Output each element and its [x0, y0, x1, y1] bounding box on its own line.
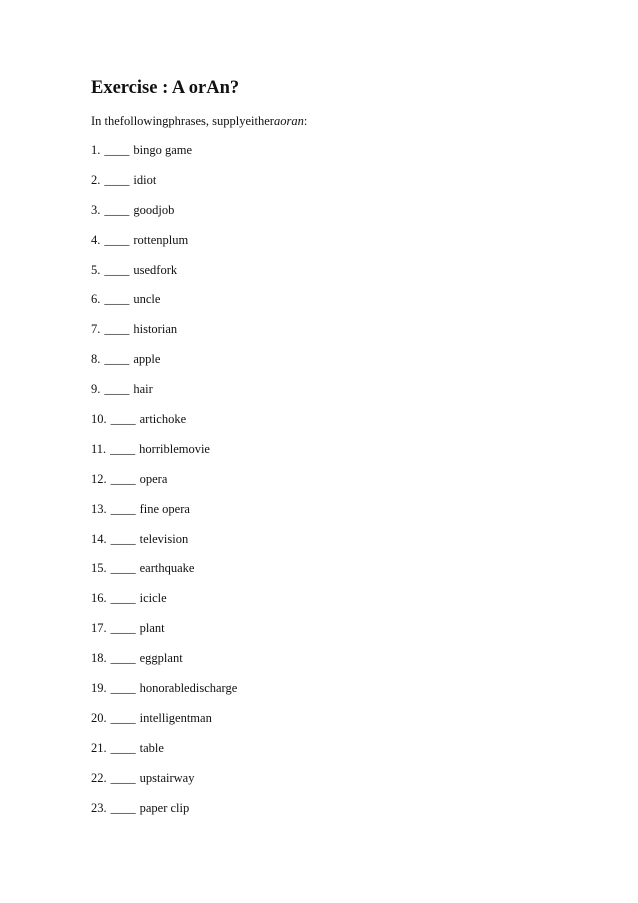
answer-blank[interactable]: ____	[104, 382, 130, 397]
item-number: 8.	[91, 352, 101, 367]
list-item	[91, 351, 237, 381]
answer-blank[interactable]: ____	[110, 412, 136, 427]
item-phrase: paper clip	[139, 800, 190, 815]
answer-blank[interactable]: ____	[104, 322, 130, 337]
item-number: 4.	[91, 232, 101, 247]
item-phrase: intelligentman	[139, 710, 212, 725]
list-item	[91, 531, 237, 561]
answer-blank[interactable]: ____	[110, 591, 136, 606]
item-phrase: usedfork	[133, 262, 178, 277]
instructions-option-an: an	[291, 114, 304, 128]
answer-blank[interactable]: ____	[110, 800, 136, 815]
item-number: 3.	[91, 202, 101, 217]
list-item	[91, 291, 237, 321]
list-item	[91, 501, 237, 531]
item-phrase: bingo game	[133, 143, 193, 157]
list-item	[91, 590, 237, 620]
list-item	[91, 740, 237, 770]
list-item	[91, 441, 237, 471]
item-phrase: goodjob	[133, 202, 175, 217]
instructions-prefix: In thefollowingphrases, supplyeither	[91, 114, 274, 128]
list-item	[91, 800, 237, 830]
answer-blank[interactable]: ____	[110, 681, 136, 696]
list-item	[91, 262, 237, 292]
list-item	[91, 142, 237, 172]
item-number: 14.	[91, 531, 107, 546]
item-phrase: horriblemovie	[139, 441, 210, 456]
answer-blank[interactable]: ____	[104, 232, 130, 247]
item-phrase: uncle	[133, 292, 161, 307]
item-phrase: historian	[133, 322, 178, 337]
item-phrase: idiot	[133, 172, 157, 187]
list-item	[91, 381, 237, 411]
item-number: 23.	[91, 800, 107, 815]
item-phrase: upstairway	[139, 770, 195, 785]
list-item	[91, 560, 237, 590]
item-number: 1.	[91, 143, 101, 157]
item-number: 2.	[91, 172, 101, 187]
item-number: 6.	[91, 292, 101, 307]
item-phrase: hair	[133, 382, 153, 397]
item-number: 13.	[91, 501, 107, 516]
item-phrase: eggplant	[139, 651, 183, 666]
item-phrase: fine opera	[139, 501, 190, 516]
answer-blank[interactable]: ____	[104, 292, 130, 307]
item-number: 17.	[91, 621, 107, 636]
answer-blank[interactable]: ____	[110, 621, 136, 636]
list-item	[91, 232, 237, 262]
answer-blank[interactable]: ____	[110, 441, 136, 456]
answer-blank[interactable]: ____	[110, 471, 136, 486]
list-item	[91, 321, 237, 351]
list-item	[91, 770, 237, 800]
list-item	[91, 650, 237, 680]
answer-blank[interactable]: ____	[110, 531, 136, 546]
answer-blank[interactable]: ____	[104, 352, 130, 367]
answer-blank[interactable]: ____	[110, 561, 136, 576]
item-number: 16.	[91, 591, 107, 606]
item-phrase: icicle	[139, 591, 167, 606]
item-number: 5.	[91, 262, 101, 277]
item-phrase: opera	[139, 471, 168, 486]
answer-blank[interactable]: ____	[110, 740, 136, 755]
item-number: 19.	[91, 681, 107, 696]
answer-blank[interactable]: ____	[104, 172, 130, 187]
item-number: 15.	[91, 561, 107, 576]
item-number: 10.	[91, 412, 107, 427]
item-number: 11.	[91, 441, 107, 456]
item-number: 7.	[91, 322, 101, 337]
answer-blank[interactable]: ____	[104, 202, 130, 217]
item-number: 18.	[91, 651, 107, 666]
instructions	[91, 113, 307, 129]
item-phrase: television	[139, 531, 189, 546]
exercise-list	[91, 142, 237, 829]
list-item	[91, 172, 237, 202]
item-phrase: plant	[139, 621, 165, 636]
instructions-option-a: a	[273, 114, 281, 128]
list-item	[91, 202, 237, 232]
list-item	[91, 680, 237, 710]
item-number: 20.	[91, 710, 107, 725]
answer-blank[interactable]: ____	[104, 262, 130, 277]
list-item	[91, 471, 237, 501]
item-phrase: earthquake	[139, 561, 195, 576]
item-number: 9.	[91, 382, 101, 397]
answer-blank[interactable]: ____	[110, 770, 136, 785]
item-number: 22.	[91, 770, 107, 785]
item-number: 21.	[91, 740, 107, 755]
instructions-suffix: :	[303, 114, 308, 128]
item-phrase: rottenplum	[133, 232, 189, 247]
page-title: Exercise : A orAn?	[91, 78, 240, 98]
list-item	[91, 620, 237, 650]
item-phrase: honorabledischarge	[139, 681, 238, 696]
list-item	[91, 411, 237, 441]
answer-blank[interactable]: ____	[104, 143, 130, 157]
item-phrase: artichoke	[139, 412, 187, 427]
answer-blank[interactable]: ____	[110, 651, 136, 666]
answer-blank[interactable]: ____	[110, 710, 136, 725]
instructions-connector: or	[280, 114, 292, 128]
item-phrase: table	[139, 740, 164, 755]
answer-blank[interactable]: ____	[110, 501, 136, 516]
item-number: 12.	[91, 471, 107, 486]
item-phrase: apple	[133, 352, 161, 367]
list-item	[91, 710, 237, 740]
